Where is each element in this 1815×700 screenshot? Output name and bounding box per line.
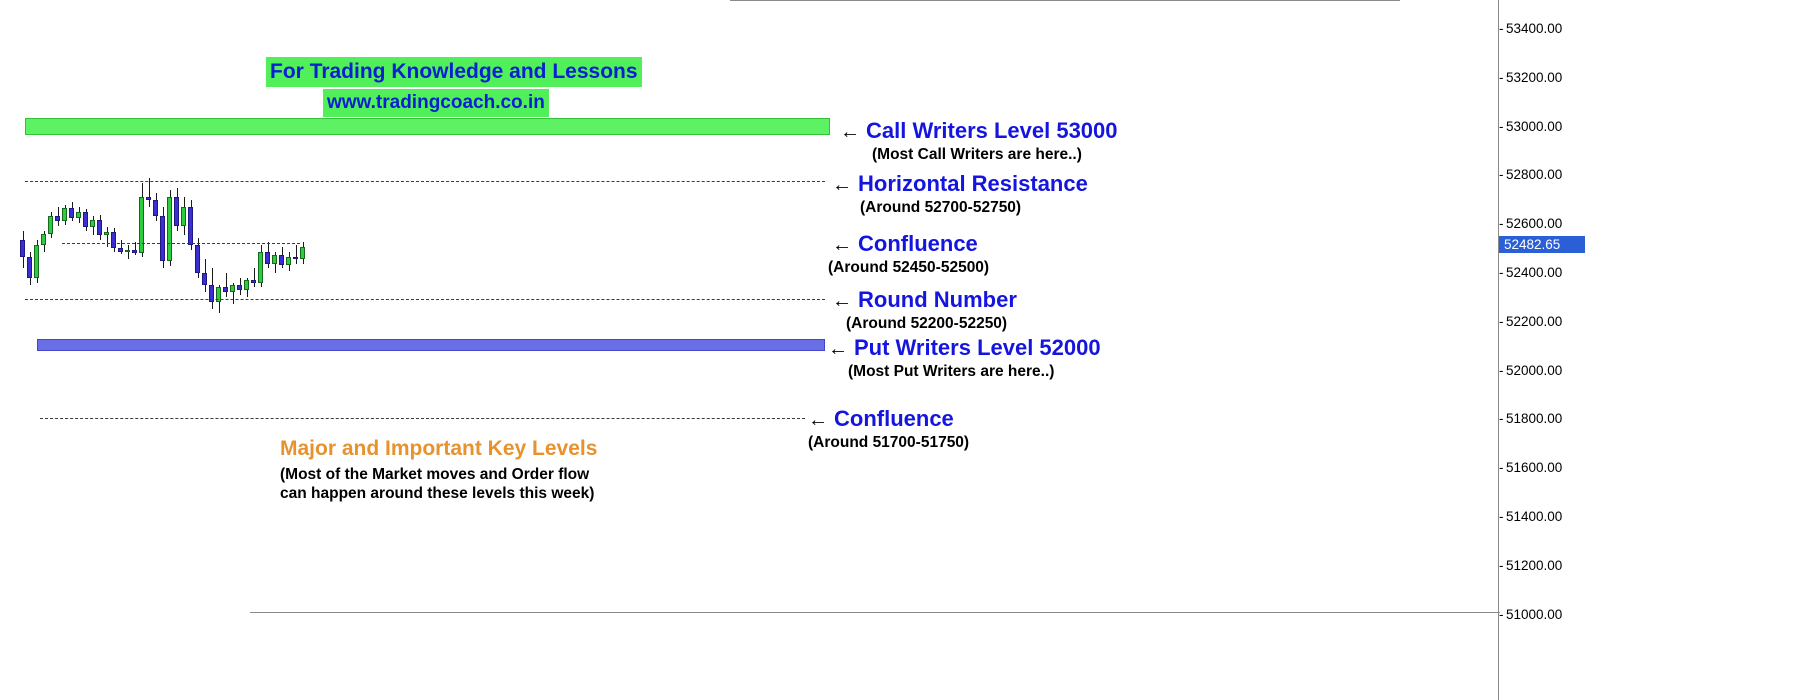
tick-mark-icon: - [1499, 509, 1504, 524]
candle-body [83, 212, 88, 227]
left-arrow-icon: ← [808, 409, 828, 431]
candle-body [279, 255, 284, 264]
price-axis-tick [1499, 217, 1562, 231]
tick-mark-icon: - [1499, 21, 1504, 36]
candle-body [132, 250, 137, 254]
candle-wick [149, 178, 150, 206]
candle-body [62, 208, 67, 221]
candle-body [139, 197, 144, 253]
level-confluence-lower [40, 418, 805, 419]
tick-mark-icon: - [1499, 557, 1504, 573]
candle-body [160, 216, 165, 261]
candle-body [174, 197, 179, 225]
price-axis-tick [1499, 71, 1562, 85]
price-axis-tick-label: 51400.00 [1506, 509, 1563, 524]
left-arrow-icon: ← [840, 121, 860, 143]
price-axis-tick-label: 51800.00 [1506, 411, 1563, 427]
candle-body [188, 207, 193, 245]
annotation-subtitle: (Around 52450-52500) [828, 259, 990, 276]
candle-body [195, 245, 200, 273]
call-writers-zone [25, 118, 830, 135]
price-axis-tick-label: 53200.00 [1506, 69, 1563, 85]
price-axis-tick [1499, 266, 1562, 280]
key-levels-note-title: Major and Important Key Levels [280, 437, 598, 460]
candle-body [237, 285, 242, 290]
price-axis-tick-label: 51000.00 [1506, 606, 1563, 622]
put-writers-zone [37, 339, 825, 351]
candle-body [230, 285, 235, 292]
price-axis-tick-label: 52600.00 [1506, 216, 1563, 232]
candle-body [146, 197, 151, 199]
annotation-confluence-lower [808, 406, 969, 452]
annotation-horizontal-resistance [832, 171, 1088, 217]
candle-wick [254, 268, 255, 287]
level-horizontal-resistance [25, 181, 825, 182]
candle-body [20, 240, 25, 257]
candle-body [300, 247, 305, 259]
price-axis-tick [1499, 461, 1562, 475]
price-axis-tick-label: 51200.00 [1506, 557, 1563, 573]
price-axis-tick [1499, 315, 1562, 329]
annotation-title: Put Writers Level 52000 [854, 335, 1101, 360]
price-axis[interactable] [1499, 0, 1815, 700]
candle-body [286, 257, 291, 265]
candle-body [118, 248, 123, 252]
key-levels-note [280, 437, 597, 504]
price-axis-tick [1499, 168, 1562, 182]
candle-body [223, 287, 228, 292]
candle-body [125, 250, 130, 252]
candle-body [34, 245, 39, 278]
branding-line-1: For Trading Knowledge and Lessons [266, 57, 642, 87]
annotation-call-writers [840, 118, 1118, 164]
price-axis-tick-label: 53000.00 [1506, 118, 1563, 134]
key-levels-note-subtitle: (Most of the Market moves and Order flow can happen around these levels this week) [280, 466, 595, 502]
tick-mark-icon: - [1499, 167, 1504, 183]
annotation-title: Horizontal Resistance [858, 171, 1088, 196]
price-axis-tick-label: 51600.00 [1506, 460, 1563, 476]
candle-body [258, 252, 263, 283]
candle-wick [128, 245, 129, 259]
left-arrow-icon: ← [828, 338, 848, 360]
candle-body [69, 208, 74, 217]
level-confluence-upper [62, 243, 300, 244]
price-axis-tick [1499, 22, 1562, 36]
annotation-confluence-upper [828, 231, 990, 277]
branding-line-2: www.tradingcoach.co.in [323, 89, 549, 117]
candle-body [265, 252, 270, 264]
annotation-subtitle: (Most Put Writers are here..) [848, 363, 1055, 380]
price-axis-tick-label: 52200.00 [1506, 313, 1563, 329]
price-axis-tick-label: 53400.00 [1506, 21, 1563, 36]
candle-body [111, 232, 116, 249]
last-price-badge: 52482.65 [1499, 236, 1585, 253]
candle-body [167, 197, 172, 261]
tick-mark-icon: - [1499, 69, 1504, 85]
candle-wick [226, 273, 227, 297]
candle-body [251, 280, 256, 282]
price-axis-tick-label: 52800.00 [1506, 167, 1563, 183]
annotation-title: Confluence [858, 231, 978, 256]
left-arrow-icon: ← [832, 290, 852, 312]
annotation-round-number [832, 287, 1017, 333]
candle-body [202, 273, 207, 285]
price-axis-tick [1499, 120, 1562, 134]
candle-body [153, 200, 158, 217]
annotation-subtitle: (Around 52200-52250) [846, 315, 1008, 332]
candle-body [76, 212, 81, 218]
candle-body [272, 255, 277, 263]
annotation-subtitle: (Around 52700-52750) [860, 199, 1022, 216]
tick-mark-icon: - [1499, 265, 1504, 280]
level-round-number [25, 299, 825, 300]
candle-wick [107, 227, 108, 247]
price-axis-tick-label: 52000.00 [1506, 362, 1563, 378]
tick-mark-icon: - [1499, 460, 1504, 476]
left-arrow-icon: ← [832, 174, 852, 196]
tick-mark-icon: - [1499, 362, 1504, 378]
candle-body [27, 257, 32, 278]
price-axis-tick [1499, 364, 1562, 378]
candle-body [55, 216, 60, 221]
tick-mark-icon: - [1499, 216, 1504, 232]
price-axis-tick [1499, 608, 1562, 622]
left-arrow-icon: ← [832, 234, 852, 256]
candle-wick [296, 245, 297, 264]
price-axis-tick-label: 52400.00 [1506, 265, 1563, 280]
tick-mark-icon: - [1499, 411, 1504, 427]
price-axis-tick [1499, 412, 1562, 426]
candle-body [97, 220, 102, 235]
candle-body [90, 220, 95, 227]
annotation-subtitle: (Most Call Writers are here..) [872, 146, 1082, 163]
annotation-title: Call Writers Level 53000 [866, 118, 1118, 143]
candle-body [181, 207, 186, 226]
candle-body [104, 232, 109, 236]
annotation-title: Round Number [858, 287, 1017, 312]
candle-body [244, 280, 249, 289]
tick-mark-icon: - [1499, 606, 1504, 622]
tick-mark-icon: - [1499, 313, 1504, 329]
annotation-put-writers [828, 335, 1101, 381]
candle-body [293, 257, 298, 259]
price-axis-tick [1499, 510, 1562, 524]
annotation-subtitle: (Around 51700-51750) [808, 434, 970, 451]
candle-body [48, 216, 53, 234]
price-axis-tick [1499, 559, 1562, 573]
annotation-title: Confluence [834, 406, 954, 431]
tick-mark-icon: - [1499, 118, 1504, 134]
candle-body [41, 234, 46, 245]
